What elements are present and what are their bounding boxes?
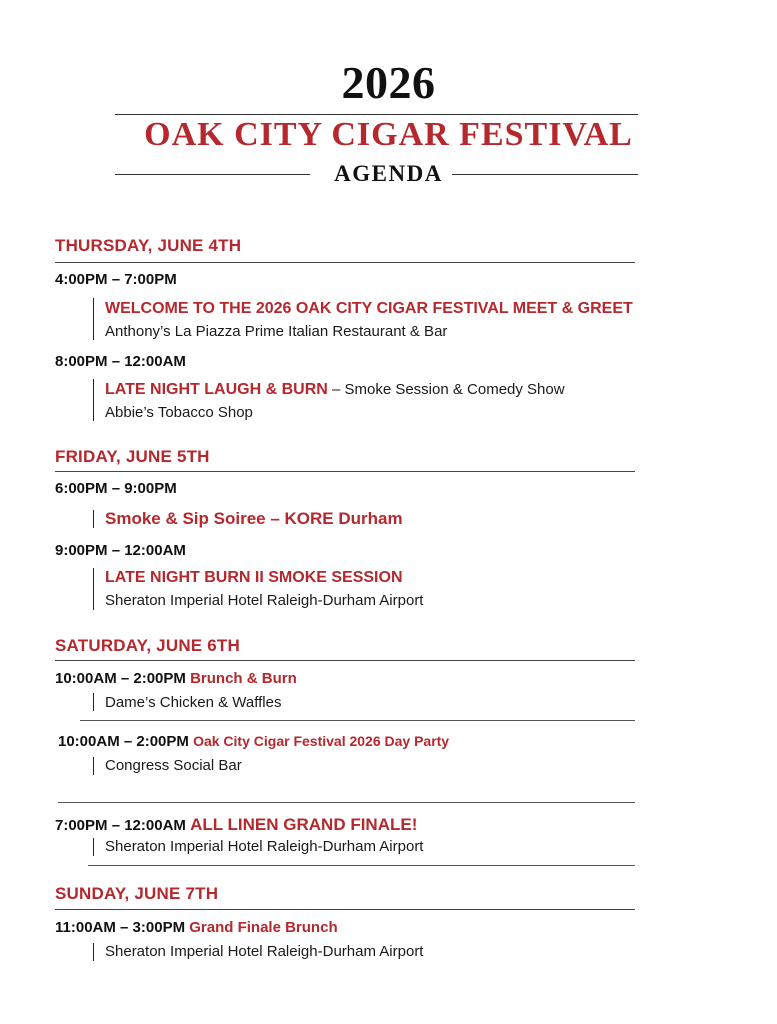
event-time: 9:00PM – 12:00AM bbox=[55, 542, 186, 559]
event-title-text: Oak City Cigar Festival 2026 Day Party bbox=[193, 733, 450, 749]
day-heading-thursday: THURSDAY, JUNE 4TH bbox=[55, 236, 242, 255]
event-bar bbox=[93, 510, 94, 528]
event-bar bbox=[93, 757, 94, 775]
event-divider bbox=[58, 802, 635, 803]
header-rule-top bbox=[115, 114, 638, 115]
event-divider bbox=[88, 865, 635, 866]
year-heading: 2026 bbox=[341, 57, 436, 108]
event-venue: Congress Social Bar bbox=[105, 757, 242, 774]
day-heading-friday: FRIDAY, JUNE 5TH bbox=[55, 447, 210, 466]
event-title bbox=[105, 569, 403, 587]
event-time bbox=[55, 815, 417, 835]
event-title-text: Grand Finale Brunch bbox=[189, 919, 338, 936]
event-description: – Smoke Session & Comedy Show bbox=[327, 381, 565, 398]
day-heading-saturday: SATURDAY, JUNE 6TH bbox=[55, 636, 240, 655]
event-title-text: Brunch & Burn bbox=[190, 670, 297, 687]
event-bar bbox=[93, 568, 94, 610]
day-divider bbox=[55, 909, 635, 910]
event-venue: Sheraton Imperial Hotel Raleigh-Durham Airport bbox=[105, 943, 424, 960]
event-title-text: LATE NIGHT LAUGH & BURN bbox=[105, 381, 328, 398]
event-time-text: 11:00AM – 3:00PM bbox=[55, 919, 186, 936]
event-title-text: WELCOME TO THE 2026 OAK CITY CIGAR FESTIVAL MEET & GREET bbox=[105, 300, 633, 317]
event-time bbox=[58, 733, 449, 750]
event-time: 4:00PM – 7:00PM bbox=[55, 271, 177, 288]
header-rule-right bbox=[452, 174, 638, 175]
event-time bbox=[55, 919, 338, 936]
event-title-text: LATE NIGHT BURN II SMOKE SESSION bbox=[105, 569, 403, 586]
event-title-text: ALL LINEN GRAND FINALE! bbox=[190, 815, 418, 834]
festival-title: OAK CITY CIGAR FESTIVAL bbox=[144, 116, 633, 153]
event-title-text: Smoke & Sip Soiree – KORE Durham bbox=[105, 509, 403, 528]
event-bar bbox=[93, 693, 94, 711]
event-title bbox=[105, 509, 403, 529]
day-heading-sunday: SUNDAY, JUNE 7TH bbox=[55, 884, 219, 903]
event-venue: Anthony’s La Piazza Prime Italian Restaurant & Bar bbox=[105, 323, 448, 340]
event-bar bbox=[93, 838, 94, 856]
event-time: 8:00PM – 12:00AM bbox=[55, 353, 186, 370]
event-venue: Abbie’s Tobacco Shop bbox=[105, 404, 253, 421]
day-divider bbox=[55, 660, 635, 661]
day-divider bbox=[55, 262, 635, 263]
event-venue: Sheraton Imperial Hotel Raleigh-Durham Airport bbox=[105, 592, 424, 609]
event-divider bbox=[80, 720, 635, 721]
event-venue: Sheraton Imperial Hotel Raleigh-Durham Airport bbox=[105, 838, 424, 855]
event-time: 6:00PM – 9:00PM bbox=[55, 480, 177, 497]
event-bar bbox=[93, 943, 94, 961]
event-title bbox=[105, 381, 565, 399]
event-time-text: 10:00AM – 2:00PM bbox=[58, 733, 189, 750]
event-venue: Dame’s Chicken & Waffles bbox=[105, 694, 282, 711]
event-bar bbox=[93, 298, 94, 340]
event-title bbox=[105, 300, 633, 318]
event-time bbox=[55, 670, 297, 687]
event-bar bbox=[93, 379, 94, 421]
agenda-label: AGENDA bbox=[334, 161, 443, 186]
event-time-text: 10:00AM – 2:00PM bbox=[55, 670, 186, 687]
day-divider bbox=[55, 471, 635, 472]
event-time-text: 7:00PM – 12:00AM bbox=[55, 817, 186, 834]
